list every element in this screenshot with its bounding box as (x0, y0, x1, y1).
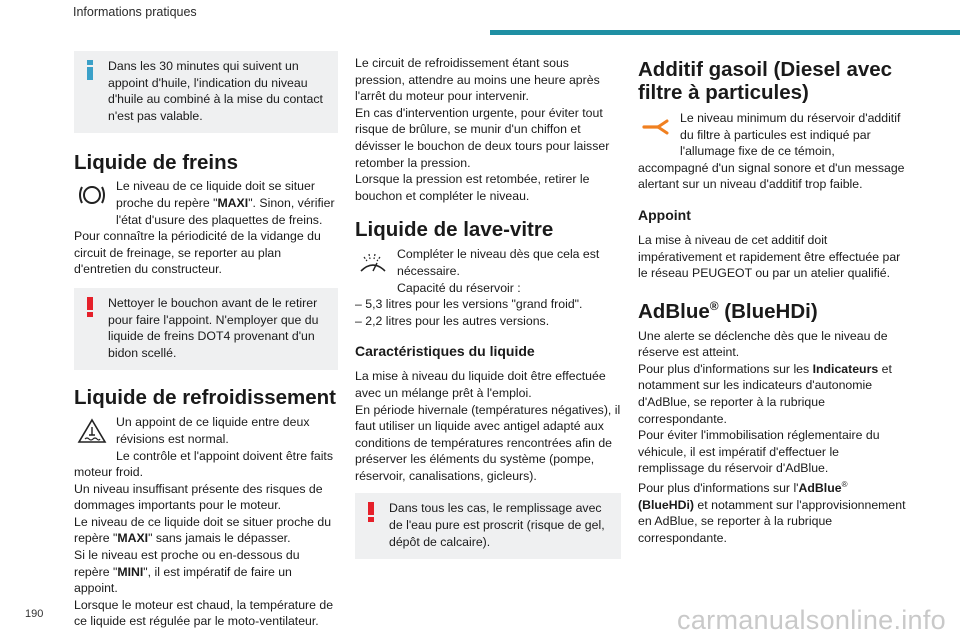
diesel-additive-section (638, 110, 908, 193)
watermark: carmanualsonline.info (677, 605, 946, 635)
coolant-p6: Lorsque le moteur est chaud, la température de ce liquide est régulée par le moto-ventilateur. (74, 597, 334, 629)
brake-note-text: Nettoyer le bouchon avant de le retirer pour faire l'appoint. N'employer que du liquide de freins DOT4 provenant d'un bidon scellé. (108, 295, 319, 360)
adblue-title: AdBlue® (BlueHDi) (638, 298, 818, 323)
coolant-cont-p1: Le circuit de refroidissement étant sous pression, attendre au moins une heure après l'arrêt du moteur pour intervenir. (355, 56, 600, 104)
adblue-p2: Pour plus d'informations sur les Indicateurs et notamment sur les indicateurs d'autonomie d'AdBlue, se reporter à la rubrique correspondante. (638, 361, 892, 426)
header-accent-bar (490, 30, 960, 35)
brake-warning-icon (74, 178, 110, 212)
additive-warning-icon (638, 110, 674, 144)
column-1 (74, 51, 338, 630)
brake-fluid-p1: Le niveau de ce liquide doit se situer proche du repère "MAXI". Sinon, vérifier l'état d'usure des plaquettes de freins. (116, 179, 335, 227)
coolant-cont-p2: En cas d'intervention urgente, pour éviter tout risque de brûlure, se munir d'un chiffon et dévisser le bouchon de deux tours pour laisser retomber la pression. (355, 105, 610, 170)
section-title: Informations pratiques (73, 5, 197, 19)
coolant-hazard-icon (74, 414, 110, 448)
fluid-characteristics-title: Caractéristiques du liquide (355, 343, 535, 360)
appoint-title: Appoint (638, 206, 691, 223)
washer-icon (355, 246, 391, 280)
characteristics-p2: En période hivernale (températures négatives), il faut utiliser un liquide avec antigel adapté aux conditions de températures rencontrées afin de préserver les éléments du système (pompe, réservoir, canalisations, gicleurs). (355, 402, 621, 483)
coolant-title: Liquide de refroidissement (74, 386, 336, 410)
brake-fluid-p2: Pour connaître la périodicité de la vidange du circuit de freinage, se reporter au plan d'entretien du constructeur. (74, 229, 321, 277)
diesel-additive-title: Additif gasoil (Diesel avec filtre à particules) (638, 58, 893, 104)
washer-fluid-title: Liquide de lave-vitre (355, 218, 554, 242)
page-number: 190 (25, 608, 44, 620)
warning-note-washer (355, 493, 621, 559)
coolant-p5: Si le niveau est proche ou en-dessous du repère "MINI", il est impératif de faire un appoint. (74, 548, 300, 596)
adblue-p1: Une alerte se déclenche dès que le niveau de réserve est atteint. (638, 328, 888, 360)
washer-p2: Capacité du réservoir : (397, 280, 521, 295)
warning-icon (367, 502, 375, 527)
info-icon (86, 60, 94, 85)
warning-icon (86, 297, 94, 322)
washer-note-text: Dans tous les cas, le remplissage avec de l'eau pure est proscrit (risque de gel, dépôt de calcaire). (389, 501, 605, 549)
brake-fluid-title: Liquide de freins (74, 151, 239, 175)
coolant-p4: Le niveau de ce liquide doit se situer proche du repère "MAXI" sans jamais le dépasser. (74, 514, 332, 546)
coolant-cont-p3: Lorsque la pression est retombée, retirer le bouchon et compléter le niveau. (355, 172, 590, 203)
washer-fluid-section (355, 246, 621, 329)
coolant-p2: Le contrôle et l'appoint doivent être faits moteur froid. (74, 448, 333, 480)
washer-bullet-1: – 5,3 litres pour les versions "grand froid". (355, 297, 583, 312)
washer-p1: Compléter le niveau dès que cela est nécessaire. (397, 247, 600, 278)
characteristics-p1: La mise à niveau du liquide doit être effectuée avec un mélange prêt à l'emploi. (355, 369, 606, 400)
warning-note-brake (74, 288, 338, 370)
info-note-oil (74, 51, 338, 133)
adblue-p4: Pour plus d'informations sur l'AdBlue® (BlueHDi) et notamment sur l'approvisionnement en AdBlue, se reporter à la rubrique correspondante. (638, 479, 906, 545)
adblue-p3: Pour éviter l'immobilisation réglementaire du véhicule, il est impératif d'effectuer le remplissage du réservoir d'AdBlue. (638, 428, 880, 476)
coolant-p1: Un appoint de ce liquide entre deux révisions est normal. (116, 415, 310, 446)
column-2 (355, 55, 621, 559)
oil-note-text: Dans les 30 minutes qui suivent un appoint d'huile, l'indication du niveau d'huile au combiné à la mise du contact n'est pas valable. (108, 59, 323, 123)
coolant-p3: Un niveau insuffisant présente des risques de dommages importants pour le moteur. (74, 481, 323, 513)
brake-fluid-section (74, 178, 338, 278)
appoint-p1: La mise à niveau de cet additif doit impérativement et rapidement être effectuée par le réseau PEUGEOT ou par un atelier qualifié. (638, 232, 901, 281)
coolant-section (74, 414, 338, 630)
washer-bullet-2: – 2,2 litres pour les autres versions. (355, 313, 550, 328)
column-3 (638, 58, 908, 546)
additive-p1: Le niveau minimum du réservoir d'additif du filtre à particules est indiqué par l'allumage fixe de ce témoin, accompagné d'un signal sonore et d'un message alertant sur un niveau d'additif trop faible. (638, 111, 905, 192)
